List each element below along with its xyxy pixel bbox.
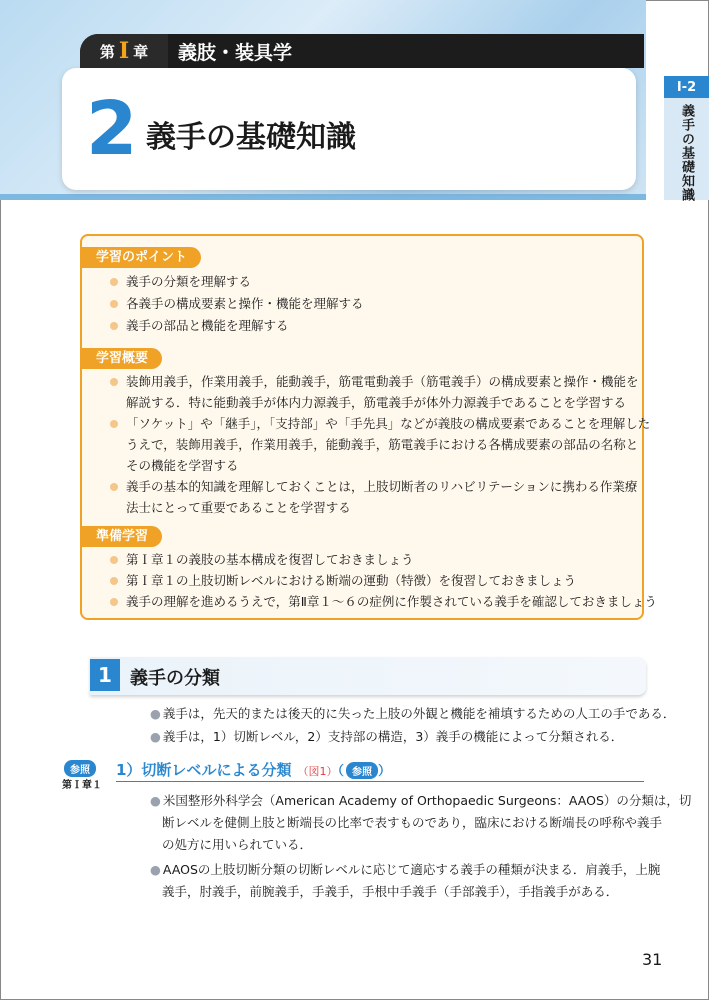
page-number: 31 bbox=[642, 950, 663, 969]
subsection-heading: 1）切断レベルによる分類 （図1）（ 参照 ） bbox=[116, 761, 391, 779]
reference-badge: 参照 bbox=[64, 760, 96, 777]
prep-heading: 準備学習 bbox=[82, 526, 162, 547]
figure-reference: （図1） bbox=[297, 765, 338, 778]
chapter-suffix: 章 bbox=[133, 42, 149, 61]
paragraph-cont: 義手，肘義手，前腕義手，手義手，手根中手義手（手部義手），手指義手がある． bbox=[162, 884, 619, 899]
paragraph: ● 義手は，1）切断レベル，2）支持部の構造，3）義手の機能によって分類される． bbox=[150, 729, 624, 744]
section-heading-number: 1 bbox=[90, 659, 120, 691]
section-heading-title: 義手の分類 bbox=[130, 668, 220, 689]
side-tab-label: 義手の基礎知識 bbox=[679, 104, 694, 202]
reference-text: 第Ｉ章１ bbox=[62, 780, 102, 791]
section-number: 2 bbox=[86, 86, 138, 172]
paragraph: ● AAOSの上肢切断分類の切断レベルに応じて適応する義手の種類が決まる．肩義手，上腕 bbox=[150, 862, 661, 877]
chapter-title: 義肢・装具学 bbox=[178, 42, 293, 64]
chapter-prefix: 第 bbox=[99, 42, 115, 61]
reference-pill: 参照 bbox=[346, 762, 378, 779]
paragraph-cont: の処方に用いられている． bbox=[162, 837, 313, 852]
chapter-roman: I bbox=[118, 38, 130, 64]
point-heading: 学習のポイント bbox=[82, 247, 201, 268]
overview-heading: 学習概要 bbox=[82, 348, 162, 369]
paragraph: ● 米国整形外科学会（American Academy of Orthopaedic Surgeons：AAOS）の分類は，切 bbox=[150, 793, 692, 808]
page-title: 義手の基礎知識 bbox=[146, 120, 356, 155]
subsection-rule bbox=[116, 781, 644, 782]
paragraph: ● 義手は，先天的または後天的に失った上肢の外観と機能を補填するための人工の手である． bbox=[150, 706, 676, 721]
side-tab-code: I-2 bbox=[664, 76, 709, 98]
paragraph-cont: 断レベルを健側上肢と断端長の比率で表すものであり，臨床における断端長の呼称や義手 bbox=[162, 815, 663, 830]
chapter-label bbox=[80, 34, 168, 68]
